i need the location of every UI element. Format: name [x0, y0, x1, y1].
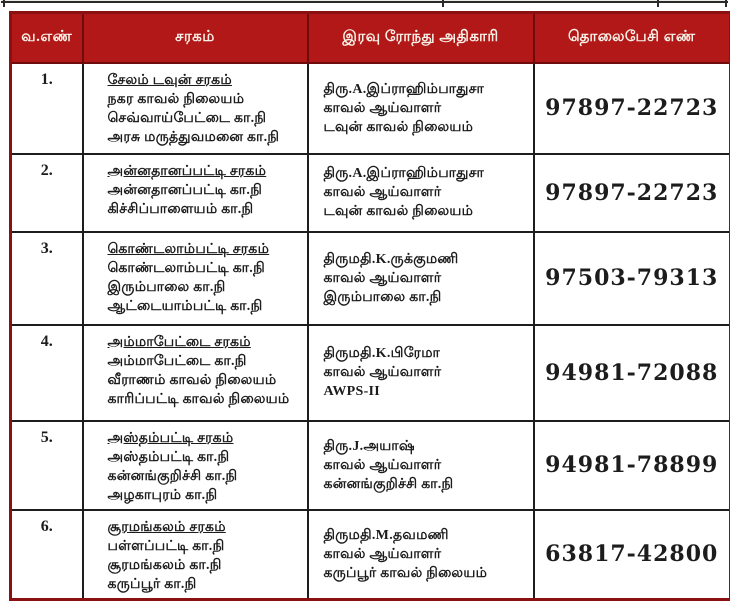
circle-name: அம்மாபேட்டை சரகம் [108, 333, 303, 352]
circle-cell [83, 421, 308, 510]
header-circle: சரகம் [83, 13, 308, 63]
officer-line: திரு.A.இப்ராஹிம்பாதுசா [324, 164, 529, 183]
station-line: காரிப்பட்டி காவல் நிலையம் [108, 390, 303, 409]
officer-cell [308, 154, 534, 232]
station-list [108, 181, 303, 219]
table-body [11, 63, 730, 600]
phone-number: 97897-22723 [534, 63, 730, 154]
officer-line: காவல் ஆய்வாளர் [324, 456, 529, 475]
circle-name: சூரமங்கலம் சரகம் [108, 518, 303, 537]
phone-number: 97503-79313 [534, 232, 730, 325]
table-row [11, 63, 730, 154]
station-line: கன்னங்குறிச்சி கா.நி [108, 467, 303, 486]
officer-line: திருமதி.K.ருக்குமணி [324, 250, 529, 269]
header-serial-number: வ.எண் [11, 13, 83, 63]
officer-cell [308, 325, 534, 421]
officer-details [324, 80, 529, 137]
serial-number-cell: 3. [11, 232, 83, 325]
phone-number: 97897-22723 [534, 154, 730, 232]
station-line: ஆட்டையாம்பட்டி கா.நி [108, 297, 303, 316]
officer-line: திருமதி.M.தவமணி [324, 526, 529, 545]
officer-line: AWPS-II [324, 382, 529, 401]
previous-table-border [1, 0, 728, 3]
station-line: இரும்பாலை கா.நி [108, 278, 303, 297]
officer-line: டவுன் காவல் நிலையம் [324, 118, 529, 137]
officer-line: டவுன் காவல் நிலையம் [324, 202, 529, 221]
previous-table-divider-tick [3, 0, 5, 7]
officer-line: கருப்பூர் காவல் நிலையம் [324, 564, 529, 583]
officer-details [324, 344, 529, 401]
night-round-officers-table [9, 11, 730, 601]
header-row [11, 13, 730, 63]
station-line: பள்ளப்பட்டி கா.நி [108, 537, 303, 556]
phone-number: 94981-78899 [534, 421, 730, 510]
circle-cell [83, 154, 308, 232]
circle-cell [83, 232, 308, 325]
table-row [11, 421, 730, 510]
circle-cell [83, 510, 308, 600]
officer-line: காவல் ஆய்வாளர் [324, 99, 529, 118]
table-row [11, 510, 730, 600]
circle-cell [83, 325, 308, 421]
station-list [108, 448, 303, 505]
station-line: அரசு மருத்துவமனை கா.நி [108, 128, 303, 147]
station-line: செவ்வாய்பேட்டை கா.நி [108, 109, 303, 128]
officer-line: கன்னங்குறிச்சி கா.நி [324, 475, 529, 494]
previous-table-bottom-edge [1, 0, 728, 11]
serial-number-cell: 6. [11, 510, 83, 600]
officer-details [324, 437, 529, 494]
station-line: அழகாபுரம் கா.நி [108, 486, 303, 505]
phone-number: 63817-42800 [534, 510, 730, 600]
station-line: அன்னதானப்பட்டி கா.நி [108, 181, 303, 200]
station-line: கொண்டலாம்பட்டி கா.நி [108, 259, 303, 278]
previous-table-divider-tick [442, 0, 444, 7]
officer-line: காவல் ஆய்வாளர் [324, 545, 529, 564]
station-line: அஸ்தம்பட்டி கா.நி [108, 448, 303, 467]
station-line: கருப்பூர் கா.நி [108, 575, 303, 594]
phone-number: 94981-72088 [534, 325, 730, 421]
officer-line: காவல் ஆய்வாளர் [324, 269, 529, 288]
station-list [108, 537, 303, 594]
officer-cell [308, 510, 534, 600]
officer-line: காவல் ஆய்வாளர் [324, 363, 529, 382]
serial-number-cell: 5. [11, 421, 83, 510]
table-row [11, 154, 730, 232]
station-list [108, 259, 303, 316]
circle-name: அஸ்தம்பட்டி சரகம் [108, 429, 303, 448]
header-telephone-number: தொலைபேசி எண் [534, 13, 730, 63]
officer-details [324, 250, 529, 307]
officer-cell [308, 63, 534, 154]
officer-line: திரு.A.இப்ராஹிம்பாதுசா [324, 80, 529, 99]
serial-number-cell: 1. [11, 63, 83, 154]
station-list [108, 90, 303, 147]
table-row [11, 232, 730, 325]
officer-line: இரும்பாலை கா.நி [324, 288, 529, 307]
officer-cell [308, 232, 534, 325]
serial-number-cell: 2. [11, 154, 83, 232]
officer-details [324, 164, 529, 221]
header-night-round-officer: இரவு ரோந்து அதிகாரி [308, 13, 534, 63]
officer-cell [308, 421, 534, 510]
serial-number-cell: 4. [11, 325, 83, 421]
officer-line: திரு.J.அயாஷ் [324, 437, 529, 456]
circle-name: சேலம் டவுன் சரகம் [108, 71, 303, 90]
circle-cell [83, 63, 308, 154]
table-row [11, 325, 730, 421]
officer-line: திருமதி.K.பிரேமா [324, 344, 529, 363]
station-line: அம்மாபேட்டை கா.நி [108, 352, 303, 371]
night-round-officers-table-sheet [9, 11, 729, 601]
station-line: நகர காவல் நிலையம் [108, 90, 303, 109]
circle-name: அன்னதானப்பட்டி சரகம் [108, 162, 303, 181]
station-list [108, 352, 303, 409]
station-line: சூரமங்கலம் கா.நி [108, 556, 303, 575]
previous-table-divider-tick [725, 0, 727, 7]
circle-name: கொண்டலாம்பட்டி சரகம் [108, 240, 303, 259]
station-line: கிச்சிப்பாளையம் கா.நி [108, 200, 303, 219]
previous-table-divider-tick [657, 0, 659, 7]
station-line: வீராணம் காவல் நிலையம் [108, 371, 303, 390]
officer-details [324, 526, 529, 583]
officer-line: காவல் ஆய்வாளர் [324, 183, 529, 202]
